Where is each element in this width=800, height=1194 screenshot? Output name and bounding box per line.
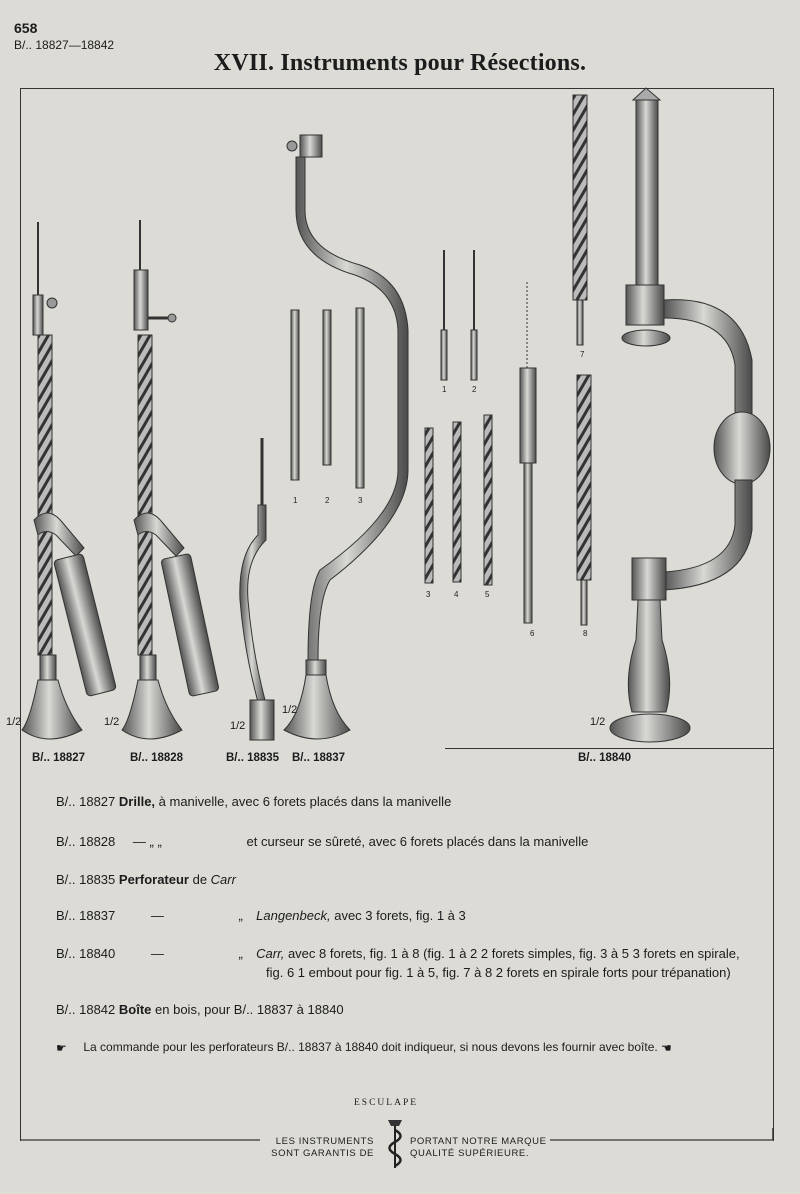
- caption-rule: [445, 748, 773, 749]
- entry-name: Perforateur: [118, 872, 189, 887]
- caption-18835: B/.. 18835: [226, 752, 280, 764]
- page-title: XVII. Instruments pour Résections.: [213, 50, 587, 76]
- scale-label: 1/2: [590, 716, 606, 728]
- entry-desc-italic: Langenbeck,: [256, 908, 331, 923]
- pointing-hand-icon: ☛: [56, 1040, 67, 1055]
- entry-ditto: — „ „: [132, 834, 162, 849]
- entry-18837: [56, 908, 466, 923]
- entry-ref: B/.. 18827: [56, 794, 116, 809]
- bits-langenbeck: [291, 308, 364, 505]
- entry-desc: avec 3 forets, fig. 1 à 3: [330, 908, 466, 923]
- scale-label: 1/2: [282, 704, 298, 716]
- pointing-hand-icon: ☚: [661, 1040, 672, 1055]
- entry-desc-italic: Carr: [210, 872, 236, 887]
- order-note-text: La commande pour les perforateurs B/.. 18837 à 18840 doit indiqueur, si nous devons les fournir avec boîte.: [83, 1040, 658, 1054]
- caduceus-logo-icon: [382, 1112, 408, 1170]
- svg-text:5: 5: [485, 590, 490, 599]
- caption-18837: B/.. 18837: [292, 752, 346, 764]
- entry-desc: et curseur se sûreté, avec 6 forets placés dans la manivelle: [246, 834, 589, 849]
- entry-18840: [56, 946, 740, 961]
- entry-ref: B/.. 18842: [56, 1002, 116, 1017]
- entry-desc: à manivelle, avec 6 forets placés dans la manivelle: [155, 794, 452, 809]
- entry-ref: B/.. 18837: [56, 908, 116, 923]
- drill-18828-illustration: [122, 220, 219, 739]
- caption-18827: B/.. 18827: [32, 752, 86, 764]
- scale-label: 1/2: [6, 716, 22, 728]
- footer-right-line1: PORTANT NOTRE MARQUE: [410, 1136, 547, 1147]
- entry-name: Drille,: [118, 794, 156, 809]
- entry-name: Boîte: [118, 1002, 152, 1017]
- brand-esculape: ESCULAPE: [354, 1098, 419, 1108]
- bits-carr: [425, 95, 591, 638]
- svg-text:3: 3: [358, 496, 363, 505]
- footer-right-line2: QUALITÉ SUPÉRIEURE.: [410, 1148, 530, 1159]
- entry-ditto: —: [150, 908, 164, 923]
- entry-desc: en bois, pour B/.. 18837 à 18840: [151, 1002, 344, 1017]
- entry-desc: de: [188, 872, 211, 887]
- brace-18840-illustration: [610, 88, 770, 742]
- entry-ditto: —: [150, 946, 164, 961]
- entry-ref: B/.. 18835: [56, 872, 116, 887]
- svg-text:2: 2: [325, 496, 330, 505]
- entry-desc: avec 8 forets, fig. 1 à 8 (fig. 1 à 2 2 forets simples, fig. 3 à 5 3 forets en spirale,: [284, 946, 740, 961]
- page-number: 658: [14, 20, 38, 36]
- order-note: [56, 1040, 685, 1055]
- svg-text:2: 2: [472, 385, 477, 394]
- footer-left-text: [264, 1136, 374, 1160]
- caption-18828: B/.. 18828: [130, 752, 184, 764]
- entry-quote: „: [238, 946, 243, 961]
- svg-text:3: 3: [426, 590, 431, 599]
- entry-18827: [56, 794, 451, 809]
- scale-label: 1/2: [230, 720, 246, 732]
- entry-desc-italic: Carr,: [256, 946, 285, 961]
- footer-left-line2: SONT GARANTIS DE: [271, 1148, 374, 1159]
- caption-18840: B/.. 18840: [578, 752, 632, 764]
- svg-text:1: 1: [293, 496, 298, 505]
- entry-18828: [56, 834, 588, 849]
- entry-ref: B/.. 18828: [56, 834, 116, 849]
- footer-left-line1: LES INSTRUMENTS: [275, 1136, 374, 1147]
- svg-text:7: 7: [580, 350, 585, 359]
- reference-range: B/.. 18827—18842: [14, 38, 115, 52]
- scale-label: 1/2: [104, 716, 120, 728]
- svg-text:4: 4: [454, 590, 459, 599]
- entry-18835: [56, 872, 236, 887]
- entry-18842: [56, 1002, 344, 1017]
- entry-18840-continued: fig. 6 1 embout pour fig. 1 à 5, fig. 7 à 8 2 forets en spirale forts pour trépanation): [266, 965, 731, 980]
- svg-text:1: 1: [442, 385, 447, 394]
- svg-text:6: 6: [530, 629, 535, 638]
- entry-quote: „: [238, 908, 243, 923]
- entry-ref: B/.. 18840: [56, 946, 116, 961]
- svg-text:8: 8: [583, 629, 588, 638]
- brace-18837-illustration: [284, 135, 408, 739]
- footer-right-text: [410, 1136, 547, 1160]
- drill-18827-illustration: [22, 222, 116, 739]
- perforator-18835-illustration: [240, 438, 274, 740]
